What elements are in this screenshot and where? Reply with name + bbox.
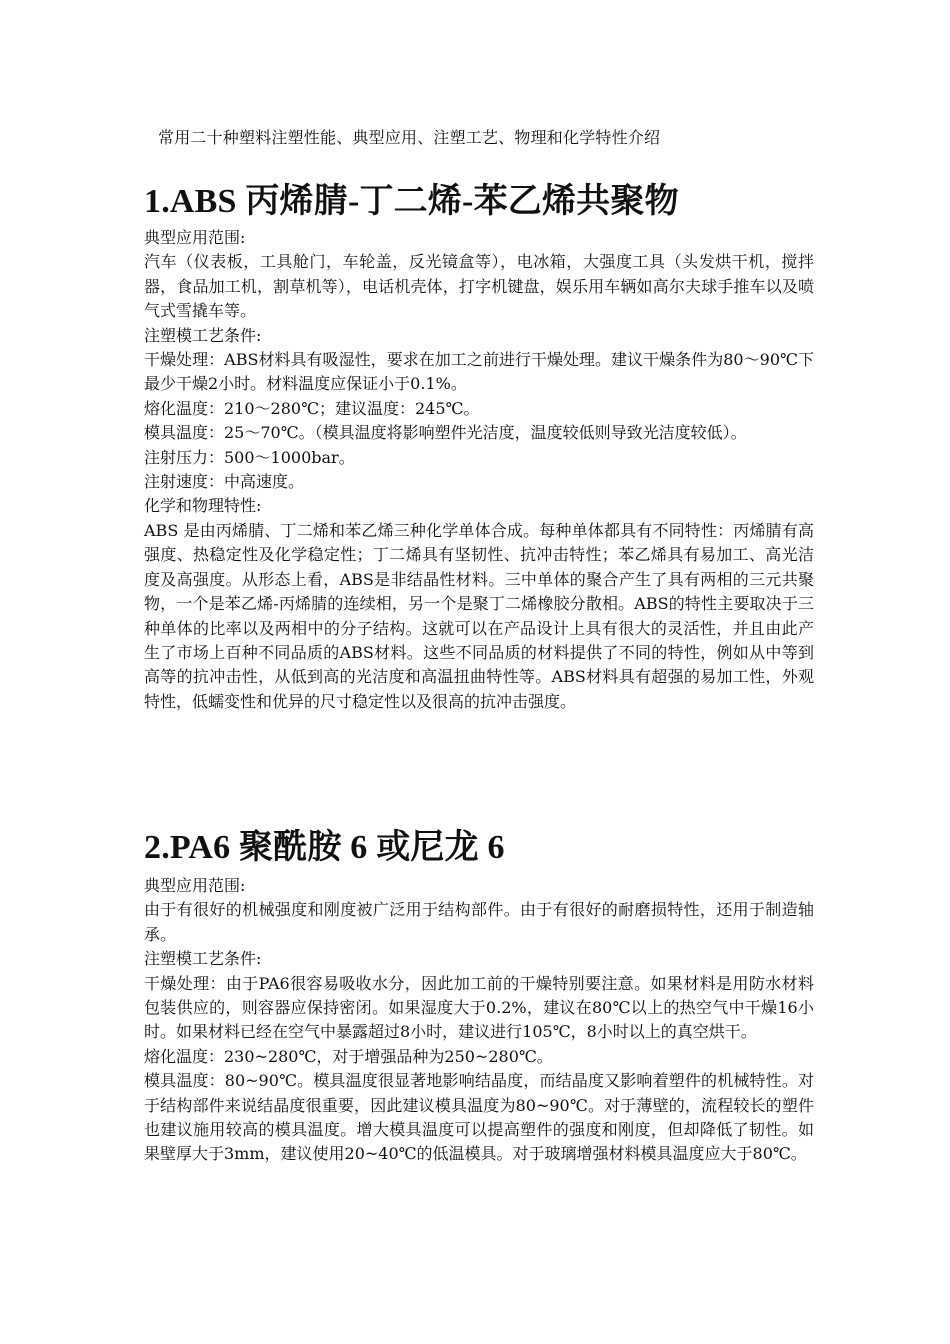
paragraph-properties: ABS 是由丙烯腈、丁二烯和苯乙烯三种化学单体合成。每种单体都具有不同特性：丙烯腈有高强度、热稳定性及化学稳定性；丁二烯具有坚韧性、抗冲击特性；苯乙烯具有易加工、高光洁度及高强度。从形态上看，ABS是非结晶性材料。三中单体的聚合产生了具有两相的三元共聚物，一个是苯乙烯-丙烯腈的连续相，另一个是聚丁二烯橡胶分散相。ABS的特性主要取决于三种单体的比率以及两相中的分子结构。这就可以在产品设计上具有很大的灵活性，并且由此产生了市场上百种不同品质的ABS材料。这些不同品质的材料提供了不同的特性，例如从中等到高等的抗冲击性，从低到高的光洁度和高温扭曲特性等。ABS材料具有超强的易加工性，外观特性，低蠕变性和优异的尺寸稳定性以及很高的抗冲击强度。: [144, 520, 814, 711]
paragraph-mold-temperature: 模具温度：25～70℃。（模具温度将影响塑件光洁度，温度较低则导致光洁度较低）。: [144, 423, 747, 443]
paragraph-melt-temperature: 熔化温度：210～280℃；建议温度：245℃。: [144, 398, 480, 418]
paragraph-melt-temperature: 熔化温度：230~280℃，对于增强品种为250~280℃。: [144, 1046, 553, 1066]
section-body: [144, 874, 814, 1167]
section-abs: [144, 180, 814, 714]
paragraph-label-process: 注塑模工艺条件:: [144, 949, 262, 969]
paragraph-label-applications: 典型应用范围:: [144, 228, 246, 247]
document-title: 常用二十种塑料注塑性能、典型应用、注塑工艺、物理和化学特性介绍: [158, 128, 661, 147]
paragraph-label-applications: 典型应用范围:: [144, 876, 246, 895]
section-heading: 2.PA6 聚酰胺 6 或尼龙 6: [144, 829, 505, 866]
paragraph-applications: 由于有很好的机械强度和刚度被广泛用于结构部件。由于有很好的耐磨损特性，还用于制造轴承。: [144, 900, 814, 944]
paragraph-injection-pressure: 注射压力：500～1000bar。: [144, 447, 355, 467]
paragraph-label-process: 注塑模工艺条件:: [144, 325, 262, 345]
paragraph-drying: 干燥处理：由于PA6很容易吸收水分，因此加工前的干燥特别要注意。如果材料是用防水材料包装供应的，则容器应保持密闭。如果湿度大于0.2%，建议在80℃以上的热空气中干燥16小时。如果材料已经在空气中暴露超过8小时，建议进行105℃，8小时以上的真空烘干。: [144, 973, 814, 1042]
section-body: [144, 226, 814, 714]
paragraph-mold-temperature: 模具温度：80~90℃。模具温度很显著地影响结晶度，而结晶度又影响着塑件的机械特性。对于结构部件来说结晶度很重要，因此建议模具温度为80~90℃。对于薄壁的，流程较长的塑件也建议施用较高的模具温度。增大模具温度可以提高塑件的强度和刚度，但却降低了韧性。如果壁厚大于3mm，建议使用20~40℃的低温模具。对于玻璃增强材料模具温度应大于80℃。: [144, 1071, 814, 1164]
section-pa6: [144, 826, 814, 1167]
section-heading: 1.ABS 丙烯腈-丁二烯-苯乙烯共聚物: [144, 183, 679, 220]
paragraph-applications: 汽车（仪表板，工具舱门，车轮盖，反光镜盒等），电冰箱，大强度工具（头发烘干机，搅拌器，食品加工机，割草机等），电话机壳体，打字机键盘，娱乐用车辆如高尔夫球手推车以及喷气式雪撬车等。: [144, 252, 814, 321]
paragraph-drying: 干燥处理：ABS材料具有吸湿性，要求在加工之前进行干燥处理。建议干燥条件为80～90℃下最少干燥2小时。材料温度应保证小于0.1%。: [144, 350, 814, 394]
paragraph-label-properties: 化学和物理特性:: [144, 496, 262, 516]
paragraph-injection-speed: 注射速度：中高速度。: [144, 472, 305, 492]
